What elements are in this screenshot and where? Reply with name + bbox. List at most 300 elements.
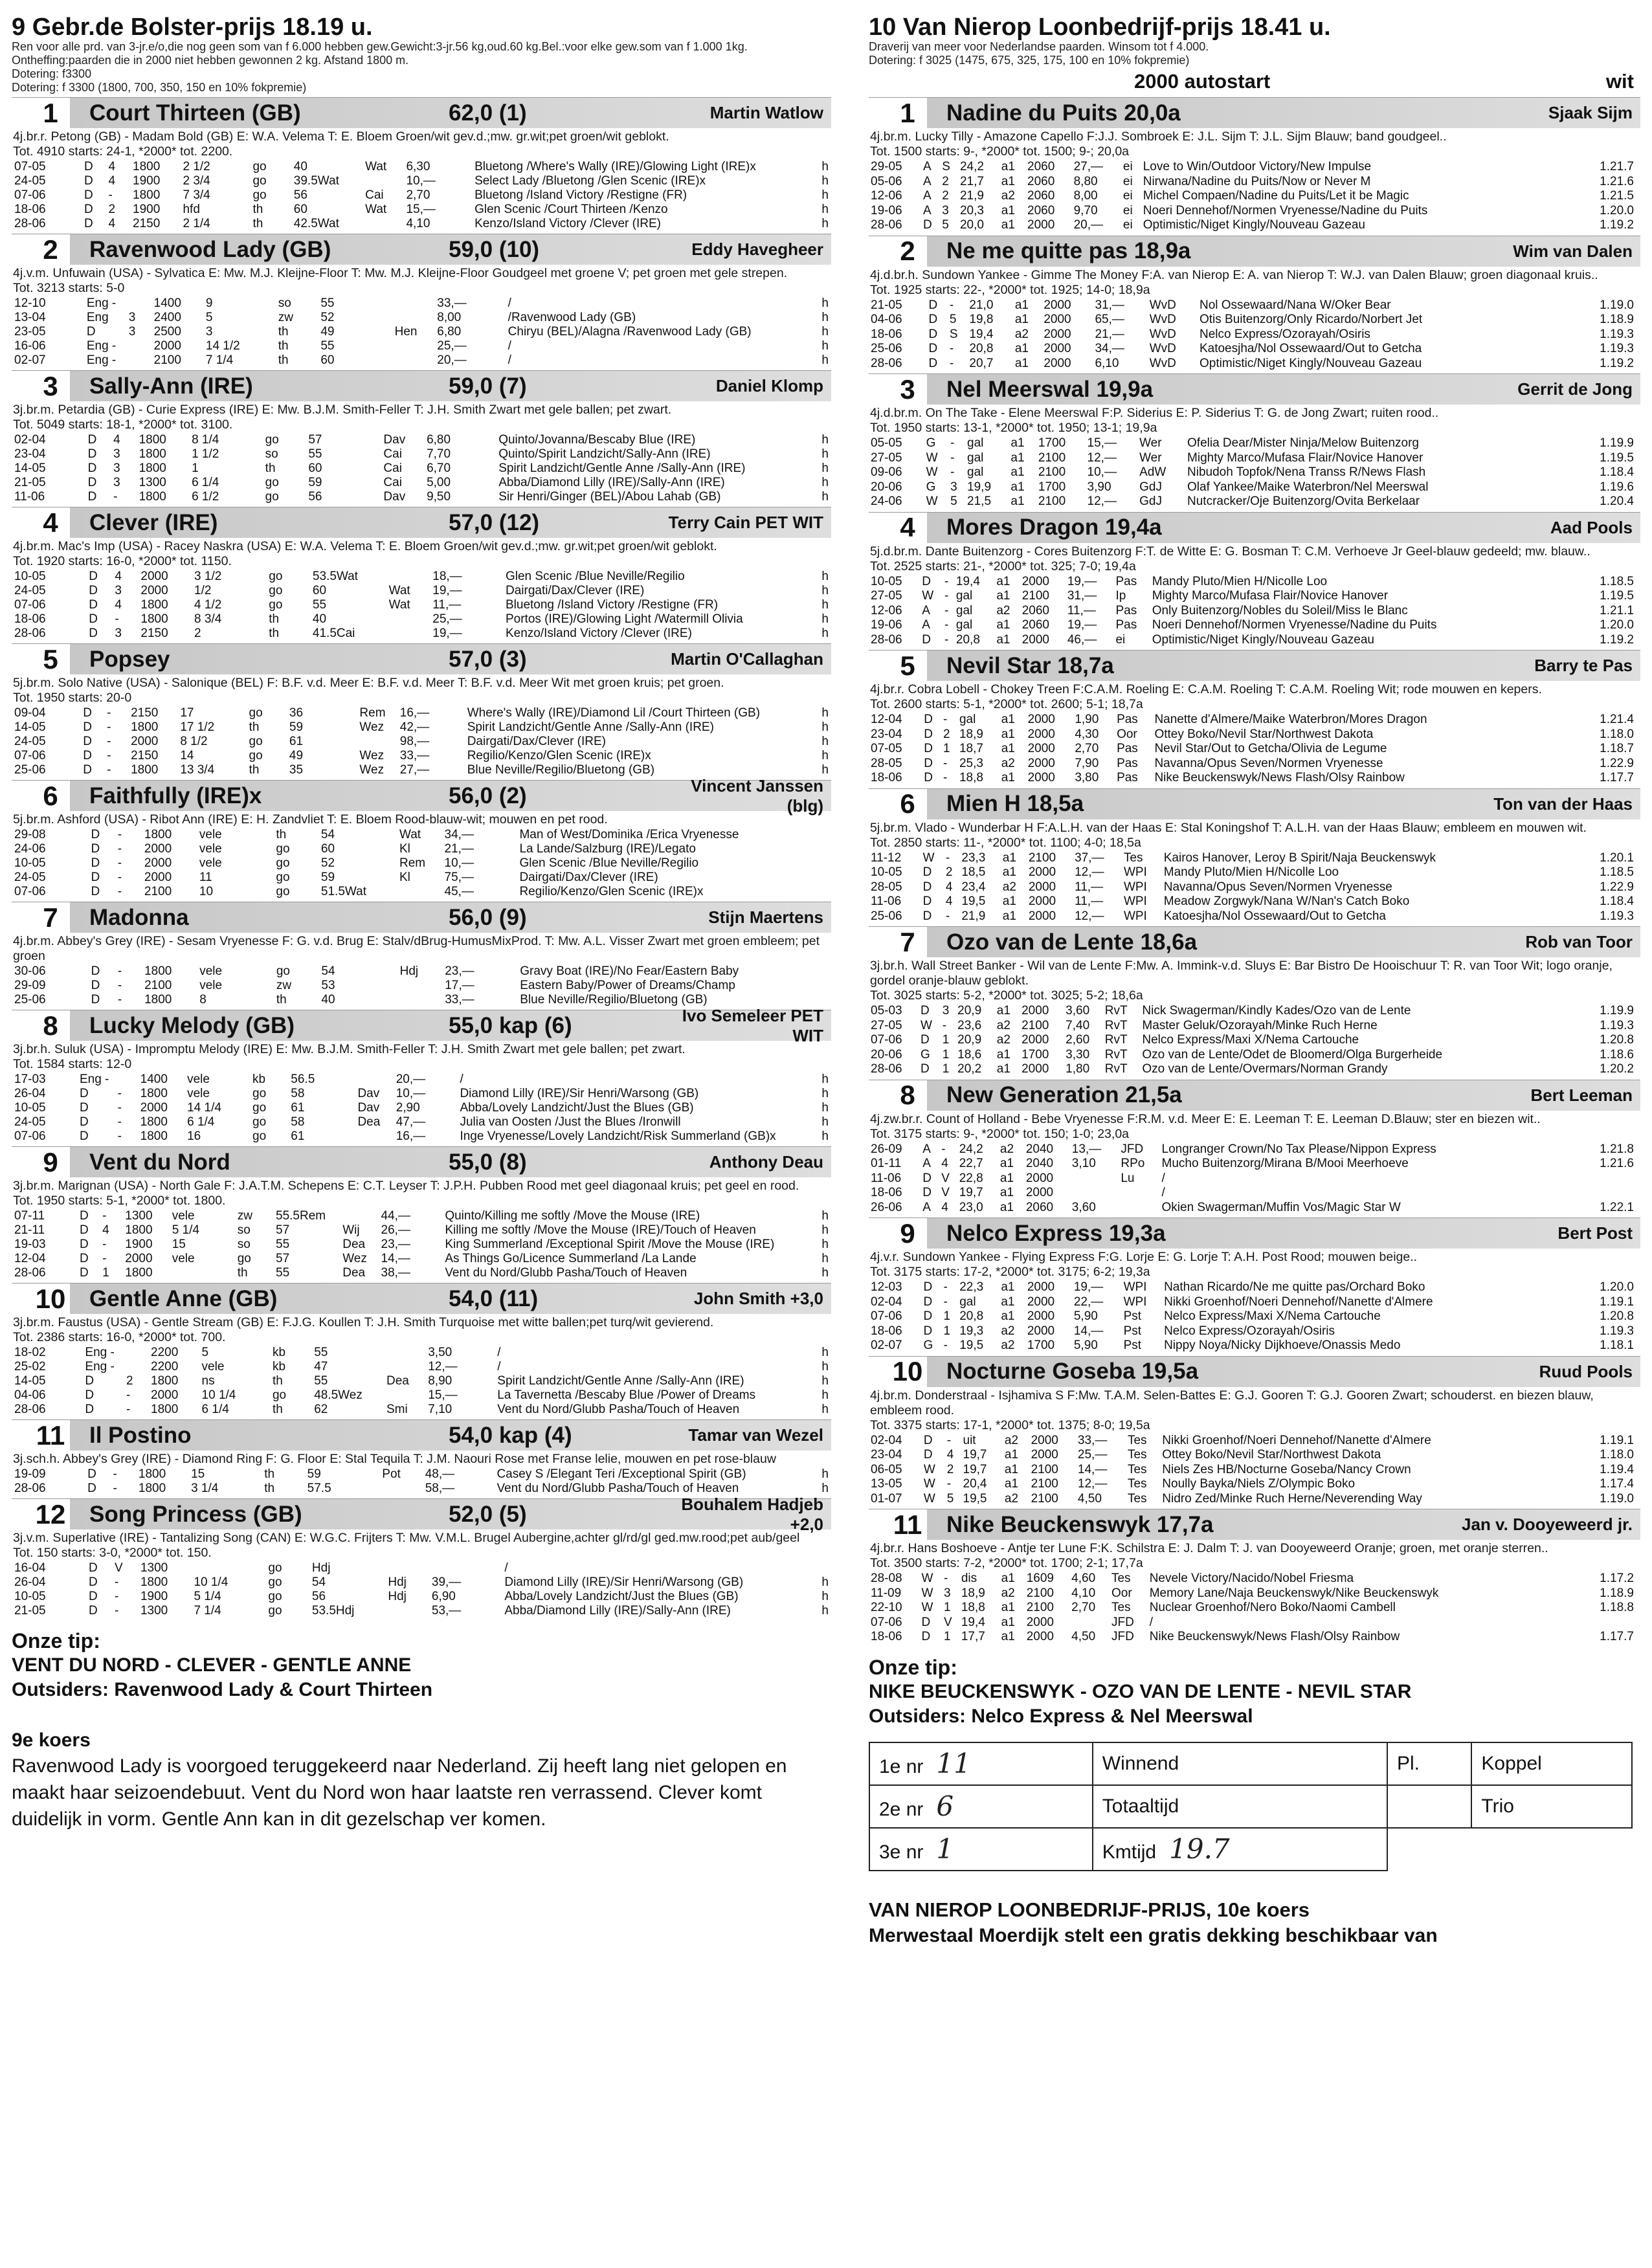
form-cell: 1 xyxy=(943,742,950,755)
form-cell: 20,9 xyxy=(957,1004,982,1017)
form-cell: go xyxy=(252,160,267,173)
form-cell: 24,2 xyxy=(959,160,984,173)
horse-list xyxy=(12,97,831,1618)
horse-header-bar xyxy=(869,926,1640,957)
form-cell: 1800 xyxy=(139,490,166,504)
form-cell: go xyxy=(249,735,263,748)
form-cell: 2100 xyxy=(1031,1462,1058,1476)
form-cell: 2100 xyxy=(1026,1586,1054,1600)
form-cell: 20,3 xyxy=(959,203,984,217)
form-row xyxy=(869,771,1640,786)
form-cell: a1 xyxy=(1010,465,1025,479)
form-cell: Where's Wally (IRE)/Diamond Lil /Court Thirteen (GB) xyxy=(467,706,761,720)
form-cell: Noully Bayka/Niels Z/Olympic Boko xyxy=(1162,1477,1356,1491)
form-cell: Niels Zes HB/Nocturne Goseba/Nancy Crown xyxy=(1162,1462,1411,1476)
form-cell: 10-05 xyxy=(14,1590,46,1603)
form-row xyxy=(869,1062,1640,1077)
form-cell: 2000 xyxy=(1027,1324,1055,1338)
form-cell: 2000 xyxy=(1025,1171,1054,1185)
form-cell: D xyxy=(80,1266,89,1280)
form-cell: Pas xyxy=(1117,756,1138,770)
form-cell: 27,— xyxy=(399,763,430,777)
form-cell: D xyxy=(91,842,100,856)
start-number: 11 xyxy=(36,1419,65,1451)
form-cell: 20,9 xyxy=(957,1033,982,1047)
form-cell: - xyxy=(943,756,948,770)
form-cell: 23-05 xyxy=(14,325,46,339)
form-cell: a1 xyxy=(996,1062,1010,1076)
form-cell: go xyxy=(276,856,290,870)
form-cell: 26-04 xyxy=(14,1575,46,1589)
form-cell xyxy=(429,1561,502,1575)
form-cell: 25-06 xyxy=(14,993,46,1006)
form-cell: 2040 xyxy=(1025,1142,1054,1156)
form-cell: Pot xyxy=(382,1467,401,1481)
form-cell: - xyxy=(108,188,113,202)
form-table xyxy=(12,570,831,641)
form-cell: 1400 xyxy=(140,1073,168,1086)
form-cell: 57 xyxy=(276,1223,290,1237)
form-cell: 2 xyxy=(194,627,201,640)
form-cell: 1 xyxy=(943,1309,951,1323)
form-cell: ei xyxy=(1115,632,1126,647)
form-row xyxy=(869,313,1640,328)
form-cell: 1800 xyxy=(144,993,172,1006)
form-cell: gal xyxy=(955,603,973,617)
form-cell: 1.20.8 xyxy=(1600,1309,1634,1323)
start-number: 1 xyxy=(900,97,915,128)
horse-entry xyxy=(12,643,831,777)
form-cell: 2000 xyxy=(1044,342,1071,355)
form-row xyxy=(869,909,1640,924)
form-cell: 55 xyxy=(276,1266,290,1280)
form-cell: 10,— xyxy=(1087,465,1117,479)
form-cell xyxy=(392,353,435,368)
form-cell: go xyxy=(276,964,290,978)
form-row xyxy=(12,203,831,217)
form-cell: Memory Lane/Naja Beuckenswyk/Nike Beuckenswyk xyxy=(1149,1586,1439,1600)
form-cell: 47 xyxy=(314,1360,328,1373)
horse-name: Ravenwood Lady (GB) xyxy=(89,236,331,262)
start-number: 11 xyxy=(893,1509,922,1540)
form-row xyxy=(869,1616,1640,1630)
form-cell: 19,3 xyxy=(959,1324,984,1338)
form-cell: Abba/Diamond Lilly (IRE)/Sally-Ann (IRE) xyxy=(498,476,725,489)
form-cell: D xyxy=(923,1309,933,1323)
form-cell: 28-08 xyxy=(871,1572,902,1585)
form-cell: a2 xyxy=(1001,189,1015,203)
form-cell: 1,90 xyxy=(1075,713,1099,726)
form-cell: 19,8 xyxy=(969,313,994,326)
form-row xyxy=(869,465,1640,480)
form-cell: Pst xyxy=(1123,1309,1142,1323)
form-cell: 13-04 xyxy=(14,311,46,324)
form-cell: zw xyxy=(237,1209,252,1223)
form-cell: 55 xyxy=(320,339,335,353)
form-cell: a1 xyxy=(1001,713,1015,726)
form-cell: D xyxy=(928,356,938,370)
form-cell: 10,— xyxy=(406,174,436,188)
form-cell: 1.19.0 xyxy=(1600,1491,1634,1506)
form-cell: D xyxy=(923,1295,933,1309)
form-cell: Abba/Lovely Landzicht/Just the Blues (GB) xyxy=(460,1101,694,1115)
form-row xyxy=(12,1209,831,1223)
horse-pedigree-info: 4j.br.r. Petong (GB) - Madam Bold (GB) E: W.A. Velema T: E. Bloem Groen/wit gev.d.;mw. gr.wit;pet groen/wit geblokt. Tot. 4910 starts: 24-1, *2000* tot. 2200. xyxy=(13,129,669,159)
form-cell: 2000 xyxy=(1021,574,1050,588)
form-cell: - xyxy=(944,632,949,647)
form-cell: uit xyxy=(963,1433,976,1447)
form-row xyxy=(12,217,831,231)
form-row xyxy=(12,433,831,447)
form-cell: 22,7 xyxy=(959,1157,983,1170)
tip-outsiders: Outsiders: Ravenwood Lady & Court Thirteen xyxy=(12,1679,433,1700)
form-cell: 23,— xyxy=(381,1238,410,1251)
form-cell: 18-02 xyxy=(14,1346,46,1359)
form-cell: 60 xyxy=(308,461,322,475)
form-cell: 2000 xyxy=(1028,909,1056,923)
form-cell: a1 xyxy=(1001,1601,1015,1614)
form-cell: 3,60 xyxy=(1066,1004,1090,1017)
form-cell: WvD xyxy=(1149,313,1176,326)
form-cell: 10,— xyxy=(396,1087,426,1100)
form-cell: / xyxy=(1149,1615,1153,1629)
form-cell: - xyxy=(113,1482,117,1495)
form-cell: 1.19.9 xyxy=(1600,436,1634,450)
form-cell: 1800 xyxy=(125,1266,153,1280)
form-cell: 2000 xyxy=(1028,895,1056,908)
form-cell: 28-05 xyxy=(871,756,902,770)
form-cell: D xyxy=(84,188,93,202)
form-cell: Okien Swagerman/Muffin Vos/Magic Star W xyxy=(1161,1200,1401,1214)
form-cell: 6 1/4 xyxy=(201,1403,229,1416)
horse-name: Vent du Nord xyxy=(89,1149,230,1175)
form-cell: a1 xyxy=(1010,450,1025,465)
form-cell: th xyxy=(272,1403,283,1416)
form-cell: 60 xyxy=(293,203,307,216)
form-cell xyxy=(340,1209,378,1223)
form-cell: 09-06 xyxy=(871,465,902,479)
handwritten-time: 19.7 xyxy=(1169,1833,1230,1865)
form-cell xyxy=(1569,1186,1640,1201)
form-row xyxy=(12,842,831,856)
form-cell: - xyxy=(102,1238,107,1251)
form-cell: 05-05 xyxy=(871,436,902,450)
form-cell xyxy=(397,979,443,993)
form-cell: 24-06 xyxy=(14,842,46,856)
form-cell: a1 xyxy=(1001,218,1015,232)
form-cell: 20-06 xyxy=(871,1047,902,1062)
form-cell: D xyxy=(924,727,933,741)
form-cell: - xyxy=(117,842,122,856)
form-cell: a1 xyxy=(999,1186,1014,1199)
form-row xyxy=(12,735,831,749)
form-cell: 19,— xyxy=(432,584,462,597)
form-cell: th xyxy=(272,1374,283,1388)
horse-entry xyxy=(869,373,1640,509)
form-cell: Olaf Yankee/Maike Waterbron/Nel Meerswal xyxy=(1187,480,1429,494)
form-cell: 27-05 xyxy=(871,1018,902,1032)
form-cell: - xyxy=(944,603,949,617)
form-cell: 2000 xyxy=(140,584,168,597)
form-cell: W xyxy=(926,465,938,479)
form-cell: Eastern Baby/Power of Dreams/Champ xyxy=(520,979,735,992)
form-row xyxy=(869,328,1640,342)
form-cell: go xyxy=(252,1087,267,1100)
form-cell: 18,8 xyxy=(961,1601,985,1614)
form-cell: 1.19.5 xyxy=(1600,450,1634,465)
form-cell: La Lande/Salzburg (IRE)/Legato xyxy=(519,842,696,856)
form-cell xyxy=(191,1561,265,1575)
form-cell: 33,— xyxy=(445,993,474,1006)
form-cell: gal xyxy=(967,436,984,450)
form-cell: 28-06 xyxy=(871,218,902,232)
form-cell: D xyxy=(87,1467,96,1481)
form-cell: Love to Win/Outdoor Victory/New Impulse xyxy=(1143,160,1372,173)
form-cell: Optimistic/Niget Kingly/Nouveau Gazeau xyxy=(1143,218,1365,232)
horse-weight: 55,0 (8) xyxy=(449,1149,527,1175)
form-cell: 2000 xyxy=(1027,713,1055,726)
form-cell: a1 xyxy=(1010,495,1025,508)
handwritten-number: 1 xyxy=(936,1833,954,1865)
form-cell: 16 xyxy=(187,1129,201,1143)
form-row xyxy=(869,1309,1640,1324)
form-cell: so xyxy=(237,1238,251,1251)
form-row xyxy=(12,188,831,203)
form-cell xyxy=(126,339,151,353)
form-cell: 2000 xyxy=(1027,742,1055,755)
form-cell xyxy=(807,1561,831,1575)
form-cell: 18-06 xyxy=(871,1630,902,1643)
form-cell: S xyxy=(949,327,958,341)
form-cell: JFD xyxy=(1111,1615,1134,1629)
form-cell xyxy=(806,828,831,842)
form-cell: 45,— xyxy=(444,885,474,898)
form-cell: - xyxy=(114,1604,119,1618)
horse-header-bar xyxy=(12,507,831,538)
form-cell: Quinto/Killing me softly /Move the Mouse (IRE) xyxy=(445,1209,700,1223)
form-cell: 7 3/4 xyxy=(183,188,210,202)
form-cell: 24-05 xyxy=(14,1115,46,1129)
form-cell: 23,3 xyxy=(961,850,986,865)
form-cell: 48,— xyxy=(425,1467,455,1481)
form-cell: 2000 xyxy=(1027,1295,1055,1309)
form-cell: 2000 xyxy=(144,871,172,884)
slip-cell-label: Koppel xyxy=(1471,1742,1632,1785)
form-cell: 2 xyxy=(945,865,953,879)
form-cell: 1.20.8 xyxy=(1600,1033,1634,1047)
form-cell: A xyxy=(923,203,932,217)
form-cell: Wer xyxy=(1139,450,1162,465)
form-cell: 1800 xyxy=(140,612,168,626)
form-row xyxy=(12,570,831,584)
form-cell: 18,6 xyxy=(957,1047,982,1062)
form-cell: 24-06 xyxy=(871,495,902,508)
form-cell: - xyxy=(117,1101,122,1115)
form-cell: 21-05 xyxy=(871,298,902,312)
form-cell: 11-12 xyxy=(871,850,902,865)
form-cell: Regilio/Kenzo/Glen Scenic (IRE)x xyxy=(519,885,704,898)
form-cell: A xyxy=(922,603,930,617)
report-heading: 9e koers xyxy=(12,1729,91,1751)
form-row xyxy=(869,604,1640,619)
slip-cell-position: 1e nr 11 xyxy=(869,1742,1093,1785)
form-cell: th xyxy=(269,627,280,640)
slip-row-2 xyxy=(869,1785,1632,1828)
horse-name: Nel Meerswal 19,9a xyxy=(946,376,1154,402)
horse-pedigree-info: 3j.br.h. Suluk (USA) - Impromptu Melody (IRE) E: Mw. B.J.M. Smith-Feller T: J.H. Smith Zwart met gele ballen; pet zwart. Tot. 1584 starts: 12-0 xyxy=(13,1042,686,1071)
form-cell: D xyxy=(928,313,938,326)
form-cell: Dairgati/Dax/Clever (IRE) xyxy=(467,735,607,748)
form-cell: 22-10 xyxy=(871,1601,902,1614)
form-cell: 2,60 xyxy=(1066,1033,1090,1047)
form-cell: 1.21.4 xyxy=(1600,713,1634,726)
form-cell: D xyxy=(89,584,98,597)
form-cell: kb xyxy=(272,1360,286,1373)
form-cell: JFD xyxy=(1121,1142,1144,1156)
form-cell: 5 xyxy=(942,218,949,232)
form-cell: h xyxy=(821,598,829,612)
form-cell: 1 xyxy=(943,1630,951,1643)
form-cell: 2150 xyxy=(131,749,159,762)
horse-name: Lucky Melody (GB) xyxy=(89,1012,295,1038)
form-cell: 1.22.9 xyxy=(1600,756,1634,770)
jockey-name: Ton van der Haas xyxy=(1493,794,1633,814)
form-row xyxy=(12,1467,831,1482)
form-row xyxy=(869,1630,1640,1645)
form-cell: h xyxy=(821,1590,829,1603)
form-cell: 2000 xyxy=(1021,632,1050,647)
form-cell: 53,— xyxy=(431,1604,462,1618)
form-cell: Eng - xyxy=(86,296,117,310)
form-cell: Cai xyxy=(383,461,402,475)
form-cell: 14-05 xyxy=(14,1374,46,1388)
form-cell xyxy=(1119,1201,1159,1216)
form-cell: D xyxy=(83,749,92,762)
horse-name: Mores Dragon 19,4a xyxy=(946,515,1162,540)
form-cell: 2100 xyxy=(1038,450,1066,465)
form-cell: 1.18.1 xyxy=(1600,1339,1634,1352)
form-row xyxy=(12,1101,831,1115)
form-cell: 11,— xyxy=(1075,880,1104,894)
form-cell xyxy=(386,612,430,627)
form-table xyxy=(869,851,1640,924)
form-cell: 55 xyxy=(314,1374,328,1388)
form-cell: 19,5 xyxy=(961,895,986,908)
form-cell: S xyxy=(942,160,950,173)
form-cell: 25-06 xyxy=(871,342,902,355)
form-row xyxy=(12,1374,831,1388)
form-cell: 1700 xyxy=(1038,480,1066,494)
form-cell: Casey S /Elegant Teri /Exceptional Spirit (GB) xyxy=(497,1467,746,1481)
form-cell: h xyxy=(821,1238,829,1251)
form-row xyxy=(869,1186,1640,1201)
form-cell: 05-06 xyxy=(871,174,902,188)
form-cell: 53.5Wat xyxy=(312,570,358,583)
form-cell: 1,80 xyxy=(1066,1062,1090,1076)
form-cell: W xyxy=(923,1491,935,1506)
form-cell: 19-06 xyxy=(871,618,902,632)
form-cell: WPI xyxy=(1123,895,1147,908)
form-cell: a2 xyxy=(1001,1339,1015,1352)
start-number: 7 xyxy=(900,926,915,957)
form-cell: Ozo van de Lente/Odet de Bloomerd/Olga Burgerheide xyxy=(1142,1047,1443,1062)
form-cell: Pas xyxy=(1115,618,1137,632)
form-cell xyxy=(806,856,831,871)
horse-weight: 56,0 (9) xyxy=(449,904,527,930)
form-row xyxy=(12,1590,831,1604)
tip-label: Onze tip: xyxy=(869,1655,957,1679)
form-cell xyxy=(124,1346,148,1360)
form-cell: - xyxy=(946,1477,952,1491)
form-cell: h xyxy=(821,188,829,202)
form-cell: 18-06 xyxy=(871,327,902,341)
form-cell: 1.20.4 xyxy=(1600,495,1634,508)
form-cell: 55.5Rem xyxy=(276,1209,326,1223)
form-cell: go xyxy=(269,598,283,612)
form-cell: D xyxy=(91,993,100,1006)
horse-name: Popsey xyxy=(89,646,170,672)
form-cell: 2100 xyxy=(1038,465,1066,479)
form-row xyxy=(869,480,1640,495)
form-cell xyxy=(392,311,435,325)
form-cell: - xyxy=(950,465,955,479)
form-cell: 1900 xyxy=(140,1590,168,1603)
form-cell: 6 1/4 xyxy=(187,1115,215,1129)
form-cell: Nutcracker/Oje Buitenzorg/Ovita Berkelaar xyxy=(1187,495,1420,508)
form-cell: 3 xyxy=(128,325,136,339)
form-cell: Nidro Zed/Minke Ruch Herne/Neverending Way xyxy=(1162,1491,1422,1506)
form-cell: Wat xyxy=(365,160,387,173)
form-cell: 15,— xyxy=(1087,436,1117,450)
form-row xyxy=(869,1033,1640,1048)
form-cell: A xyxy=(923,174,932,188)
form-cell: - xyxy=(113,1467,117,1481)
form-cell: 55 xyxy=(308,447,322,461)
form-cell: 13-05 xyxy=(871,1477,902,1491)
race-10-column xyxy=(869,14,1640,1949)
form-cell: 19,7 xyxy=(963,1448,987,1462)
form-cell: Man of West/Dominika /Erica Vryenesse xyxy=(519,828,739,841)
form-cell: 28-06 xyxy=(14,217,46,230)
form-cell xyxy=(385,1561,429,1575)
form-cell: Rem xyxy=(359,706,386,720)
form-cell: 23-04 xyxy=(871,1448,902,1462)
form-cell: 33,— xyxy=(399,749,430,762)
form-row xyxy=(12,1252,831,1266)
horse-pedigree-info: 3j.br.m. Petardia (GB) - Curie Express (IRE) E: Mw. B.J.M. Smith-Feller T: J.H. Smith Zwart met gele ballen; pet zwart. Tot. 5049 starts: 18-1, *2000* tot. 3100. xyxy=(13,403,672,432)
form-cell: 19-09 xyxy=(14,1467,46,1481)
form-cell: h xyxy=(821,1209,829,1223)
form-row xyxy=(869,298,1640,313)
form-cell: 3 xyxy=(950,480,957,494)
horse-header-bar xyxy=(12,1419,831,1451)
form-cell: a2 xyxy=(999,1142,1014,1156)
form-cell: Vent du Nord/Glubb Pasha/Touch of Heaven xyxy=(445,1266,687,1280)
form-cell: D xyxy=(922,895,932,908)
form-cell: / xyxy=(1161,1171,1165,1185)
form-cell: 19,9 xyxy=(967,480,992,494)
form-cell: - xyxy=(943,771,948,784)
form-cell: D xyxy=(922,632,932,647)
form-cell: 2400 xyxy=(153,311,181,324)
horse-name: Gentle Anne (GB) xyxy=(89,1285,278,1311)
form-cell: 16-04 xyxy=(14,1561,46,1575)
form-cell: 52 xyxy=(320,856,335,870)
form-cell: Blue Neville/Regilio/Bluetong (GB) xyxy=(467,763,655,777)
form-cell: 07-05 xyxy=(14,160,46,173)
form-cell: 2150 xyxy=(133,217,161,230)
form-cell: - xyxy=(941,1142,946,1156)
